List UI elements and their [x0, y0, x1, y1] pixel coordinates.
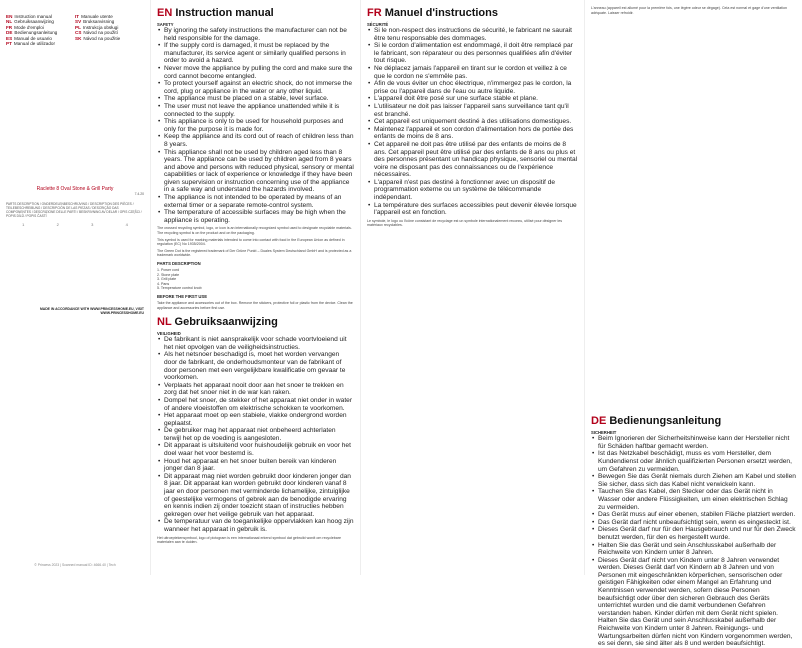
safety-item: • Ne déplacez jamais l'appareil en tirant sur le cordon et veillez à ce que le cordon ne s'emmêle pas.	[367, 65, 578, 80]
en-food-text: This symbol is used for marking materials intended to come into contact with food in the European Union as defined in regulation (EC) No 1935/2004.	[157, 237, 345, 247]
en-recycling-text: The crossed recycling symbol, logo, or icon is an internationally recognized symbol used to designate recyclable materials. The recycling symbol is on the product and on the packaging.	[157, 226, 352, 236]
safety-item: • La température des surfaces accessibles peut devenir élevée lorsque l'appareil est en fonction.	[367, 202, 578, 217]
language-code: NL	[6, 19, 13, 25]
en-before-heading: BEFORE THE FIRST USE	[157, 293, 208, 299]
safety-item: • Das Gerät darf nicht unbeaufsichtigt sein, wenn es eingesteckt ist.	[591, 519, 796, 527]
language-code: FR	[6, 24, 13, 30]
safety-item: • L'appareil doit être posé sur une surface stable et plane.	[367, 95, 578, 103]
safety-item: • Halten Sie das Gerät und sein Anschlusskabel außerhalb der Reichweite von Kindern unter 8 Jahren.	[591, 542, 796, 557]
safety-item: • The appliance is not intended to be operated by means of an external timer or a separate remote-control system.	[157, 194, 354, 209]
part-number: 2	[56, 222, 59, 228]
language-label: Manuale utente	[81, 14, 113, 19]
safety-item: • De gebruiker mag het apparaat niet onbeheerd achterlaten terwijl het op de voeding is aangesloten.	[157, 427, 354, 442]
language-code: PL	[75, 24, 81, 30]
language-item	[6, 41, 75, 46]
language-label: Návod na použití	[83, 30, 118, 36]
safety-item: • L'utilisateur ne doit pas laisser l'appareil sans surveillance tant qu'il est branché.	[367, 103, 578, 118]
safety-item: • If the supply cord is damaged, it must be replaced by the manufacturer, its service agent or similarly qualified persons in order to avoid a hazard.	[157, 42, 354, 65]
safety-item: • The appliance must be placed on a stable, level surface.	[157, 95, 354, 103]
safety-item: • De fabrikant is niet aansprakelijk voor schade voortvloeiend uit het niet opvolgen van de veiligheidsinstructies.	[157, 336, 354, 351]
language-label: Gebruiksaanwijzing	[14, 19, 54, 25]
safety-item: • Tauchen Sie das Kabel, den Stecker oder das Gerät nicht in Wasser oder andere Flüssigkeiten, um einen elektrischen Schlag zu vermeiden.	[591, 488, 796, 511]
language-code: PT	[6, 41, 12, 47]
nl-safety-list	[157, 336, 354, 533]
fr-safety-list	[367, 27, 578, 217]
language-code: EN	[6, 14, 13, 19]
fr-recycling-text: Le symbole, le logo ou l'icône consistant de recyclage est un symbole internationalement reconnu, utilisé pour désigner les matériaux recyclables.	[367, 218, 563, 228]
en-safety-list	[157, 27, 354, 224]
safety-item: • To protect yourself against an electric shock, do not immerse the cord, plug or appliance in the water or any other liquid.	[157, 80, 354, 95]
safety-item: • Si le non-respect des instructions de sécurité, le fabricant ne saurait être tenu responsable des dommages.	[367, 27, 578, 42]
safety-item: • The temperature of accessible surfaces may be high when the appliance is operating.	[157, 209, 354, 224]
cover-column	[0, 0, 150, 575]
footer-copyright: © Princess 2023 | Scanned manual ID: 4666.40 | Tech	[34, 563, 116, 567]
safety-item: • Dit apparaat mag niet worden gebruikt door kinderen jonger dan 8 jaar. Dit apparaat kan worden gebruikt door kinderen vanaf 8 jaar en door personen met verminderde lichamelijke, zintuiglijke of geestelijke vermogens of gebrek aan de benodigde ervaring en kennis indien zij onder toezicht staan of instructies hebben gekregen over het veilige gebruik van het apparaat.	[157, 473, 354, 519]
safety-item: • Verplaats het apparaat nooit door aan het snoer te trekken en zorg dat het snoer niet in de war kan raken.	[157, 382, 354, 397]
safety-item: • Never move the appliance by pulling the cord and make sure the cord cannot become entangled.	[157, 65, 354, 80]
model-number: 7.4.20	[134, 192, 144, 197]
part-numbers	[6, 222, 144, 227]
safety-item: • Bewegen Sie das Gerät niemals durch Ziehen am Kabel und stellen Sie sicher, dass sich das Kabel nicht verwickeln kann.	[591, 473, 796, 488]
en-nl-column	[150, 0, 360, 575]
safety-item: • Maintenez l'appareil et son cordon d'alimentation hors de portée des enfants de moins de 8 ans.	[367, 126, 578, 141]
safety-item: • Cet appareil est uniquement destiné à des utilisations domestiques.	[367, 118, 578, 126]
safety-item: • Als het netsnoer beschadigd is, moet het worden vervangen door de fabrikant, de onderhoudsmonteur van de fabrikant of door personen met een vergelijkbare kwalificatie om gevaar te voorkomen.	[157, 351, 354, 381]
language-code: SK	[75, 35, 82, 41]
en-parts-heading: PARTS DESCRIPTION	[157, 261, 201, 266]
fr-column	[360, 0, 584, 575]
safety-item: • Beim Ignorieren der Sicherheitshinweise kann der Hersteller nicht für Schäden haftbar gemacht werden.	[591, 435, 796, 450]
safety-item: • Houd het apparaat en het snoer buiten bereik van kinderen jonger dan 8 jaar.	[157, 458, 354, 473]
language-code: DE	[6, 30, 13, 36]
safety-item: • Dompel het snoer, de stekker of het apparaat niet onder in water of andere vloeistoffen om elektrische schokken te voorkomen.	[157, 397, 354, 412]
safety-item: • De temperatuur van de toegankelijke oppervlakken kan hoog zijn wanneer het apparaat in gebruik is.	[157, 518, 354, 533]
part-item: 3. Grill plate	[157, 277, 177, 282]
part-number: 1	[22, 222, 25, 228]
de-top-text: L'anneau (appareil est allumé pour la première fois, une légère odeur se dégage). Cela est normal et gage d'une ventilation adéquate. Laisser refroidir.	[591, 6, 787, 15]
de-safety-list	[591, 435, 796, 648]
safety-item: • Ist das Netzkabel beschädigt, muss es vom Hersteller, dem Kundendienst oder ähnlich qualifizierten Personen ersetzt werden, um Gefahren zu vermeiden.	[591, 450, 796, 473]
made-in-note: MADE IN ACCORDANCE WITH WWW.PRINCESSHOME.EU, VISIT WWW.PRINCESSHOME.EU	[39, 307, 144, 316]
language-code: SV	[75, 19, 82, 25]
fr-heading: FR Manuel d'instructions	[367, 7, 498, 19]
safety-item: • Das Gerät muss auf einer ebenen, stabilen Fläche platziert werden.	[591, 511, 796, 519]
language-label: Instrukcja obsługi	[82, 24, 119, 30]
en-parts-list	[157, 268, 354, 291]
nl-heading: NL Gebruiksaanwijzing	[157, 316, 278, 329]
language-list	[6, 14, 144, 46]
safety-item: • Dit apparaat is uitsluitend voor huishoudelijk gebruik en voor het doel waar het voor bestemd is.	[157, 442, 354, 457]
nl-subtitle: VEILIGHEID	[157, 331, 181, 337]
language-label: Manual de utilizador	[13, 41, 55, 47]
safety-item: • Het apparaat moet op een stabiele, vlakke ondergrond worden geplaatst.	[157, 412, 354, 427]
safety-item: • This appliance is only to be used for household purposes and only for the purpose it is made for.	[157, 118, 354, 133]
product-title: Raclette 8 Oval Stone & Grill Party	[36, 186, 114, 193]
safety-item: • Dieses Gerät darf nur für den Hausgebrauch und nur für den Zweck benutzt werden, für den es hergestellt wurde.	[591, 526, 796, 541]
part-number: 3	[91, 222, 94, 228]
safety-item: • Keep the appliance and its cord out of reach of children less than 8 years.	[157, 133, 354, 148]
safety-item: • L'appareil n'est pas destiné à fonctionner avec un dispositif de programmation externe ou un système de télécommande indépendant.	[367, 179, 578, 202]
language-code: IT	[75, 14, 80, 19]
safety-item: • This appliance shall not be used by children aged less than 8 years. The appliance can be used by children aged from 8 years and above and persons with reduced physical, sensory or mental capabilities or lack of experience or knowledge if they have been given supervision or instruction concerning use of the appliance in a safe way and understand the hazards involved.	[157, 149, 354, 195]
de-column	[584, 0, 802, 648]
en-subtitle: SAFETY	[157, 22, 174, 27]
en-greendot-text: The Green Dot is the registered trademark of Der Grüne Punkt – Duales System Deutschland GmbH and is protected as a trademark worldwide.	[157, 248, 352, 258]
language-label: Mode d'emploi	[14, 24, 44, 30]
safety-item: • Si le cordon d'alimentation est endommagé, il doit être remplacé par le fabricant, son réparateur ou des personnes qualifiées afin d'éviter tout risque.	[367, 42, 578, 65]
part-item: 5. Temperature control knob	[157, 286, 202, 291]
part-item: 4. Pans	[157, 281, 170, 286]
part-number: 4	[125, 222, 128, 228]
language-label: Manual de usuario	[14, 35, 52, 41]
safety-item: • Afin de vous éviter un choc électrique, n'immergez pas le cordon, la prise ou l'appareil dans de l'eau ou autre liquide.	[367, 80, 578, 95]
language-code: ES	[6, 35, 13, 41]
de-heading: DE Bedienungsanleitung	[591, 415, 722, 428]
en-heading: EN Instruction manual	[157, 7, 274, 19]
part-item: 1. Power cord	[157, 268, 180, 272]
language-label: Bedienungsanleitung	[14, 30, 58, 36]
safety-item: • The user must not leave the appliance unattended while it is connected to the supply.	[157, 103, 354, 118]
fr-subtitle: SÉCURITÉ	[367, 22, 389, 27]
language-label: Instruction manual	[14, 14, 52, 19]
language-label: Bruksanvisning	[83, 19, 115, 25]
de-subtitle: SICHERHEIT	[591, 430, 617, 436]
safety-item: • By ignoring the safety instructions the manufacturer can not be held responsible for the damage.	[157, 27, 354, 42]
safety-item: • Dieses Gerät darf nicht von Kindern unter 8 Jahren verwendet werden. Dieses Gerät darf von Kindern ab 8 Jahren und von Personen mit eingeschränkten körperlichen, sensorischen oder geistigen Fähigkeiten oder einem Mangel an Erfahrung und Kenntnissen verwendet werden, sofern diese Personen beaufsichtigt oder über den sicheren Gebrauch des Geräts unterrichtet wurden und die damit verbundenen Gefahren verstanden haben. Kinder dürfen mit dem Gerät nicht spielen. Halten Sie das Gerät und sein Anschlusskabel außerhalb der Reichweite von Kindern unter 8 Jahren. Reinigungs- und Wartungsarbeiten dürfen nicht von Kindern vorgenommen werden, es sei denn, sie sind älter als 8 und werden beaufsichtigt.	[591, 557, 796, 648]
parts-description-header: PARTS DESCRIPTION / ONDERDELENBESCHRIJVING / DESCRIPTION DES PIÈCES / TEILEBESCHREIBUNG / DESCRIPCIÓN DE LAS PIEZAS / DESCRIÇÃO DAS COMPONENTES / DESCRIZIONE DELLE PARTI / BESKRIVNING AV DELAR / OPIS CZĘŚCI / POPIS DÍLŮ / POPIS ČASTÍ	[6, 202, 142, 219]
safety-item: • Cet appareil ne doit pas être utilisé par des enfants de moins de 8 ans. Cet appareil peut être utilisé par des enfants de 8 ans ou plus et des personnes présentant un handicap physique, sensoriel ou mental voire ne disposant pas des connaissances ou de l'expérience nécessaires.	[367, 141, 578, 179]
language-item	[75, 36, 144, 41]
en-before-text: Take the appliance and accessories out of the box. Remove the stickers, protective foil or plastic from the device. Clean the appliance and accessories before first use.	[157, 300, 353, 310]
language-label: Návod na použitie	[83, 35, 121, 41]
part-item: 2. Stone plate	[157, 272, 180, 277]
language-code: CS	[75, 30, 82, 36]
nl-recycling-text: Het uitroeptekensymbool, logo of pictogram is een internationaal erkend symbool dat gebruikt wordt om recyclebare materialen aan te duiden.	[157, 535, 341, 545]
